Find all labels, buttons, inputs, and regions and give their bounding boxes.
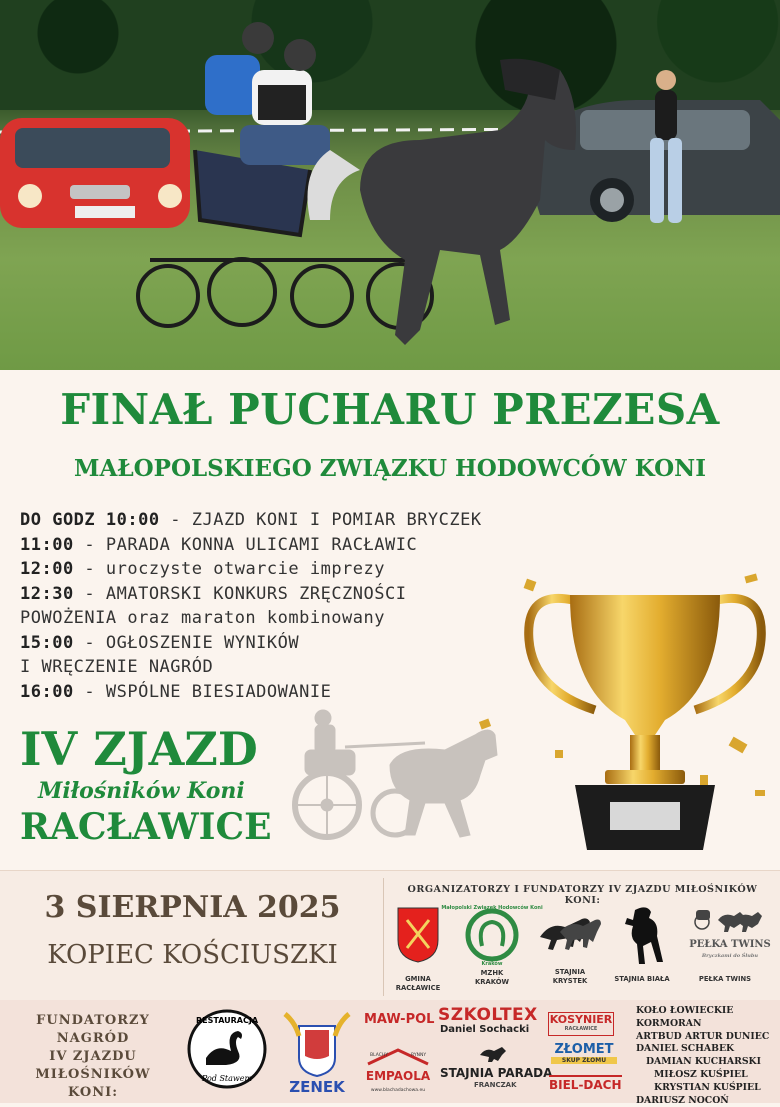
schedule-item: 11:00 - PARADA KONNA ULICAMI RACŁAWIC — [20, 534, 418, 555]
svg-text:EMPAOLA: EMPAOLA — [365, 1069, 431, 1083]
maw-pol-logo: MAW-POL — [364, 1012, 435, 1027]
event-location: KOPIEC KOŚCIUSZKI — [47, 940, 338, 970]
organizer-stajnia-krystek: STAJNIA KRYSTEK — [535, 902, 605, 963]
schedule-item: 16:00 - WSPÓLNE BIESIADOWANIE — [20, 681, 332, 702]
schedule-item: POWOŻENIA oraz maraton kombinowany — [20, 608, 385, 628]
svg-text:Kraków: Kraków — [481, 961, 503, 967]
carriage-photo-illustration — [0, 0, 780, 370]
stajnia-parada-sub: FRANCZAK — [474, 1081, 517, 1089]
trophy-icon — [515, 570, 775, 860]
organizers-title: ORGANIZATORZY I FUNDATORZY IV ZJAZDU MIŁOŚNIKÓW KONI: — [407, 884, 758, 906]
main-title: FINAŁ PUCHARU PREZESA — [60, 385, 720, 434]
zlomet-logo: ZŁOMET SKUP ZŁOMU — [551, 1043, 617, 1064]
svg-text:ZENEK: ZENEK — [289, 1078, 345, 1096]
svg-text:www.blachadachowa.eu: www.blachadachowa.eu — [370, 1088, 426, 1093]
schedule-list — [20, 508, 540, 704]
szkoltex-logo: SZKOLTEX — [438, 1005, 538, 1025]
schedule-item: I WRĘCZENIE NAGRÓD — [20, 657, 214, 677]
parada-horse-icon — [478, 1043, 508, 1063]
organizer-pelka-twins: PEŁKA TWINS Bryczkami do Ślubu PEŁKA TWINS — [690, 902, 760, 967]
schedule-item: 15:00 - OGŁOSZENIE WYNIKÓW — [20, 632, 300, 653]
horseshoe-icon — [441, 902, 543, 968]
svg-text:Pod Stawem: Pod Stawem — [201, 1074, 253, 1083]
stajnia-parada-logo: STAJNIA PARADA — [440, 1066, 553, 1080]
event-number: IV ZJAZD — [20, 722, 258, 776]
carriage-icon — [690, 902, 770, 964]
organizer-stajnia-biala: STAJNIA BIAŁA — [607, 902, 677, 971]
event-subtitle: Miłośników Koni — [38, 778, 245, 804]
svg-text:RESTAURACJA: RESTAURACJA — [195, 1016, 259, 1025]
svg-text:Małopolski Związek Hodowców Ko: Małopolski Związek Hodowców Koni — [441, 905, 543, 911]
svg-text:Bryczkami do Ślubu: Bryczkami do Ślubu — [701, 953, 759, 959]
biel-dach-logo: BIEL-DACH — [549, 1075, 622, 1092]
horse — [308, 59, 577, 345]
event-place: RACŁAWICE — [20, 806, 272, 848]
kosynier-logo: KOSYNIER RACŁAWICE — [548, 1012, 614, 1036]
main-subtitle: MAŁOPOLSKIEGO ZWIĄZKU HODOWCÓW KONI — [74, 455, 706, 482]
schedule-item: 12:30 - AMATORSKI KONKURS ZRĘCZNOŚCI — [20, 583, 407, 604]
sponsor-names-list: KOŁO ŁOWIECKIE KORMORAN ARTBUD ARTUR DUNIEC DANIEL SCHABEK DAMIAN KUCHARSKI MIŁOSZ KUŚPIEL KRYSTIAN KUŚPIEL DARIUSZ NOCOŃ — [636, 1005, 770, 1106]
rearing-horse-icon — [607, 902, 677, 968]
event-date: 3 SIERPNIA 2025 — [44, 890, 341, 925]
funders-title: FUNDATORZY NAGRÓD IV ZJAZDU MIŁOŚNIKÓW KONI: — [35, 1013, 151, 1100]
svg-text:BLACHY: BLACHY — [370, 1053, 388, 1058]
hero-photo — [0, 0, 780, 370]
schedule-item: DO GODZ 10:00 - ZJAZD KONI I POMIAR BRYCZEK — [20, 510, 482, 530]
svg-text:RYNNY: RYNNY — [411, 1053, 427, 1058]
running-horses-icon — [535, 902, 605, 960]
schedule-item: 12:00 - uroczyste otwarcie imprezy — [20, 559, 385, 579]
restauracja-pod-stawem-logo — [186, 1003, 268, 1095]
coat-of-arms-icon — [383, 902, 453, 964]
drivers — [205, 22, 330, 165]
zenek-logo — [277, 1006, 357, 1096]
organizer-gmina: GMINA RACŁAWICE — [383, 902, 453, 967]
svg-text:PEŁKA TWINS: PEŁKA TWINS — [689, 939, 771, 950]
szkoltex-owner: Daniel Sochacki — [440, 1024, 530, 1035]
empaola-logo — [366, 1046, 430, 1096]
red-car — [0, 118, 190, 228]
organizer-mzhk: Małopolski Związek Hodowców Koni Kraków MZHK KRAKÓW — [457, 902, 527, 971]
